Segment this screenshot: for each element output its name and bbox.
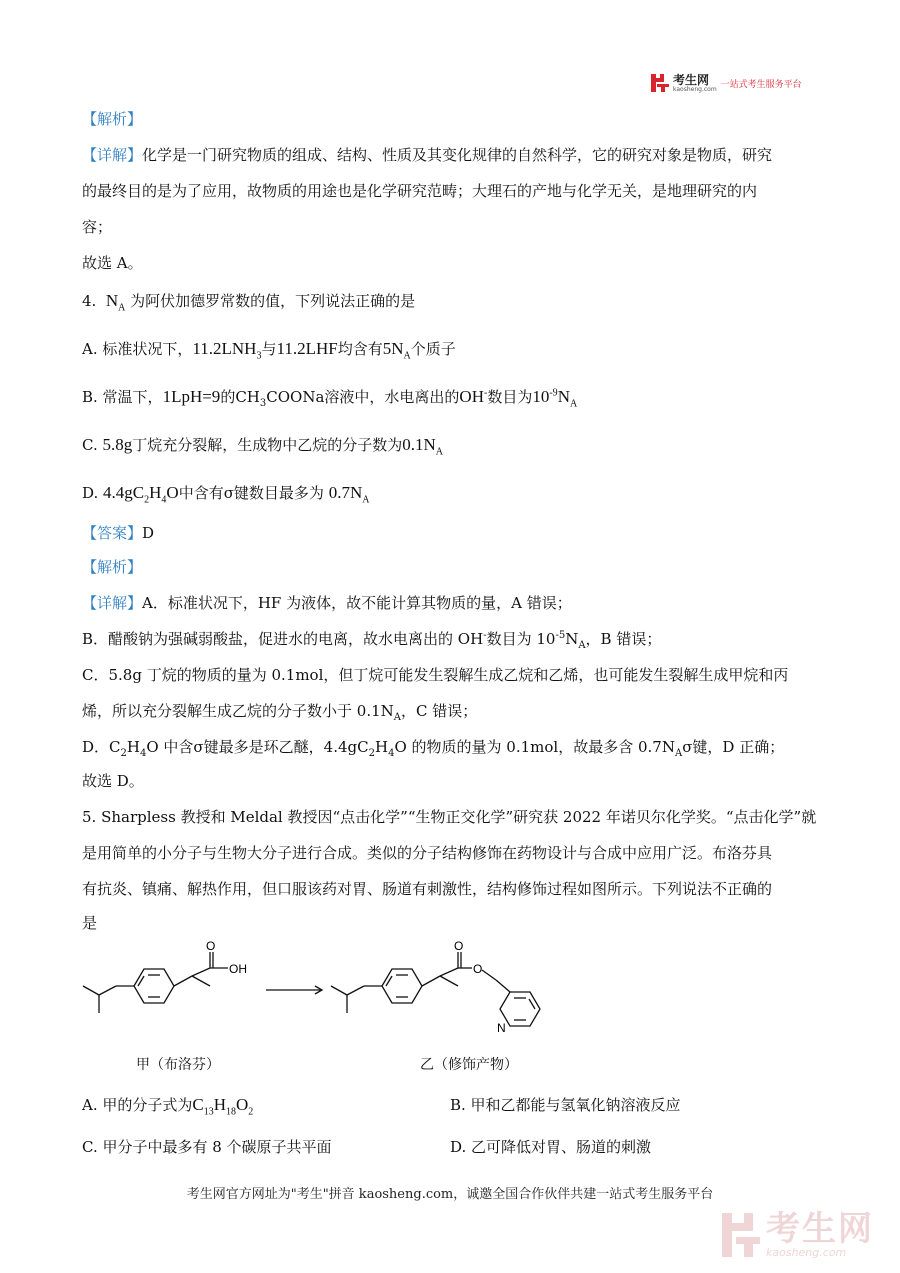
- q4-b-f4-sup: -9: [549, 387, 558, 399]
- q4-dd-f: σ键，D 正确；: [682, 738, 785, 756]
- yi-o-label-2: O: [473, 962, 483, 976]
- q4-b-mid2: 溶液中，水电离出的: [324, 388, 460, 406]
- header-slogan: 一站式考生服务平台: [720, 79, 802, 90]
- q3-detail-line-1: [82, 144, 772, 166]
- q4-a-mid: 与: [261, 340, 277, 358]
- q4-b-formula-3: [459, 387, 487, 406]
- q4-detail-d: [82, 736, 784, 758]
- q4-a-f3-sub: A: [403, 350, 411, 362]
- q5-a-f2: H: [213, 1095, 226, 1114]
- q4-a-pre: A. 标准状况下，: [82, 340, 193, 358]
- q5-a-f1: C: [192, 1095, 204, 1114]
- q4-c-pre: C.: [82, 436, 103, 454]
- q4-dd-s4: 4: [388, 748, 395, 759]
- q4-d-pre: D.: [82, 484, 104, 502]
- yi-n-label: N: [497, 1021, 506, 1035]
- jia-oh-label: OH: [229, 962, 247, 976]
- q4-dd-s1: 2: [120, 748, 127, 759]
- ibuprofen-structure: [83, 952, 228, 1013]
- q4-detail-b-1: B．醋酸钠为强碱弱酸盐，促进水的电离，故水电离出的 OH: [82, 630, 484, 648]
- q4-d-f1c: O: [166, 483, 179, 502]
- q3-detail-line-3: 容；: [82, 218, 113, 236]
- q4-option-c: [82, 434, 443, 456]
- q4-xiangjie-tag: 【详解】: [82, 594, 143, 612]
- q4-a-post: 个质子: [410, 340, 456, 358]
- watermark-text: [766, 1211, 874, 1259]
- q4-detail-c-2b: ，C 错误；: [400, 702, 478, 720]
- q4-detail-c-2a: 烯，所以充分裂解生成乙烷的分子数小于 0.1N: [82, 702, 394, 720]
- q4-option-d: [82, 482, 369, 504]
- q4-d-f1-sub2: 4: [161, 494, 167, 506]
- q4-stem: [82, 290, 415, 312]
- caption-jia: 甲（布洛芬）: [136, 1057, 220, 1073]
- q4-b-formula-1: 1LpH=9: [162, 387, 221, 406]
- q4-na: [105, 291, 126, 314]
- q4-dd-a: D．C: [82, 738, 121, 756]
- q5-a-s2: 18: [226, 1106, 236, 1118]
- watermark-domain: kaosheng.com: [766, 1246, 847, 1259]
- q4-detail-b-3: N: [565, 630, 579, 648]
- q5-a-f3: O: [236, 1095, 249, 1114]
- q4-d-f2-sub: A: [362, 494, 370, 506]
- reaction-scheme: [78, 940, 578, 1040]
- q4-a-formula-2: 11.2LHF: [276, 339, 338, 358]
- q4-d-formula-2: [328, 483, 370, 506]
- q5-stem-line-2: 是用简单的小分子与生物大分子进行合成。类似的分子结构修饰在药物设计与合成中应用广泛。布洛芬具: [82, 844, 773, 862]
- q4-na-sub: A: [118, 302, 126, 314]
- logo-mark-icon: [651, 74, 669, 92]
- q4-detail-b-sup: -: [483, 630, 487, 641]
- q4-detail-b-2: 数目为 10: [486, 630, 556, 648]
- q4-b-f3-sup: -: [483, 387, 488, 399]
- q4-a-f1: 11.2LNH: [192, 339, 257, 358]
- q4-stem-text: 为阿伏加德罗常数的值，下列说法正确的是: [130, 292, 416, 310]
- q5-stem-line-4: 是: [82, 914, 98, 932]
- reaction-arrow-icon: [266, 986, 322, 994]
- q4-detail-a: [82, 592, 572, 614]
- product-structure: [331, 952, 540, 1026]
- watermark-cn: 考生网: [766, 1209, 874, 1249]
- q4-d-f2: 0.7N: [328, 483, 363, 502]
- footer-text: 考生网官方网址为"考生"拼音 kaosheng.com，诚邀全国合作伙伴共建一站式考生服务平台: [186, 1187, 714, 1202]
- q4-a-f1-sub: 3: [256, 350, 262, 362]
- q5-option-b: B. 甲和乙都能与氢氧化钠溶液反应: [450, 1096, 681, 1114]
- q4-d-f1: 4.4gC: [103, 483, 145, 502]
- q5-stem-line-3: 有抗炎、镇痛、解热作用，但口服该药对胃、肠道有刺激性，结构修饰过程如图所示。下列说法不正确的: [82, 880, 773, 898]
- q5-stem-line-1: 5. Sharpless 教授和 Meldal 教授因“点击化学”“生物正交化学”研究获 2022 年诺贝尔化学奖。“点击化学”就: [82, 808, 817, 826]
- q4-b-mid3: 数目为: [487, 388, 533, 406]
- q4-d-mid: 中含有σ键数目最多为: [178, 484, 324, 502]
- header-logo: [651, 72, 802, 94]
- q4-dd-d: H: [374, 738, 389, 756]
- q3-detail-text-1: 化学是一门研究物质的组成、结构、性质及其变化规律的自然科学，它的研究对象是物质，研究: [142, 146, 773, 164]
- q4-detail-c-1: C．5.8g 丁烷的物质的量为 0.1mol，但丁烷可能发生裂解生成乙烷和乙烯，也可能发生裂解生成甲烷和丙: [82, 666, 789, 684]
- q4-c-f2: 0.1N: [402, 435, 436, 454]
- q4-number: 4.: [82, 292, 97, 310]
- q4-b-f2: CH: [235, 388, 260, 406]
- q4-a-formula-1: [192, 339, 262, 362]
- jia-o-label: O: [206, 940, 216, 953]
- q4-b-formula-2: [235, 388, 325, 409]
- q5-option-d: D. 乙可降低对胃、肠道的刺激: [450, 1138, 652, 1156]
- q4-jiexi-tag: 【解析】: [82, 558, 143, 576]
- q4-a-f3: 5N: [382, 339, 404, 358]
- q4-detail-a-text: A．标准状况下，HF 为液体，故不能计算其物质的量，A 错误；: [142, 594, 572, 612]
- q4-option-a: [82, 338, 456, 360]
- q4-detail-c-2-sub: A: [393, 712, 401, 723]
- q4-dd-c: O 中含σ键最多是环乙醚，4.4gC: [146, 738, 369, 756]
- q4-c-formula-2: [402, 435, 444, 458]
- q4-dd-e: O 的物质的量为 0.1mol，故最多含 0.7N: [394, 738, 675, 756]
- q4-detail-b-sup2: -5: [555, 630, 566, 641]
- q4-b-mid: 的: [220, 388, 236, 406]
- q5-a-formula: [192, 1095, 254, 1118]
- watermark-mark-icon: [722, 1213, 760, 1257]
- q4-detail-b-4: ，B 错误；: [585, 630, 662, 648]
- q4-c-formula-1: 5.8g: [102, 435, 133, 454]
- q4-b-pre: B. 常温下，: [82, 388, 163, 406]
- q4-d-f1b: H: [149, 483, 162, 502]
- q4-b-f4-sub: A: [569, 398, 578, 410]
- q4-b-formula-4: [532, 387, 578, 410]
- q4-detail-b: [82, 628, 661, 650]
- q4-c-f2-sub: A: [435, 446, 444, 458]
- q5-a-pre: A. 甲的分子式为: [82, 1096, 193, 1114]
- yi-o-label-1: O: [454, 940, 464, 953]
- q5-a-s3: 2: [248, 1106, 254, 1118]
- q4-answer: [82, 522, 154, 544]
- q4-detail-c-2: [82, 700, 477, 722]
- q4-na-symbol: N: [105, 291, 119, 310]
- q4-a-mid2: 均含有: [337, 340, 383, 358]
- q4-dd-b: H: [126, 738, 140, 756]
- q4-answer-value: D: [142, 524, 155, 542]
- q4-dd-s5: A: [674, 748, 683, 759]
- jiexi-tag: 【解析】: [82, 110, 143, 128]
- q4-d-f1-sub1: 2: [144, 494, 150, 506]
- daan-tag: 【答案】: [82, 524, 143, 542]
- q4-b-f2b: COONa: [266, 388, 325, 406]
- q4-b-f3: OH: [459, 387, 484, 406]
- q4-b-f4: 10: [532, 387, 550, 406]
- q4-c-mid: 丁烷充分裂解，生成物中乙烷的分子数为: [132, 436, 403, 454]
- xiangjie-tag: 【详解】: [82, 146, 143, 164]
- q4-option-b: [82, 386, 577, 408]
- q4-b-f2-sub: 3: [259, 398, 267, 409]
- q4-dd-s3: 2: [368, 748, 375, 759]
- q4-conclusion: 故选 D。: [82, 772, 144, 790]
- q5-a-s1: 13: [203, 1106, 214, 1118]
- q5-option-a: [82, 1094, 253, 1116]
- q5-option-c: C. 甲分子中最多有 8 个碳原子共平面: [82, 1138, 332, 1156]
- logo-domain: kaosheng.com: [673, 85, 717, 93]
- q4-detail-b-sub: A: [578, 640, 586, 651]
- q4-a-formula-3: [382, 339, 411, 362]
- q4-d-formula-1: [103, 483, 179, 506]
- q3-conclusion: 故选 A。: [82, 254, 143, 272]
- logo-text: [673, 74, 717, 93]
- q4-dd-s2: 4: [139, 748, 147, 759]
- q3-detail-line-2: 的最终目的是为了应用，故物质的用途也是化学研究范畴；大理石的产地与化学无关，是地理研究的内: [82, 182, 758, 200]
- watermark-logo: [722, 1206, 882, 1264]
- caption-yi: 乙（修饰产物）: [420, 1057, 518, 1073]
- q4-b-f4b: N: [557, 387, 570, 406]
- logo-cn: 考生网: [673, 72, 710, 87]
